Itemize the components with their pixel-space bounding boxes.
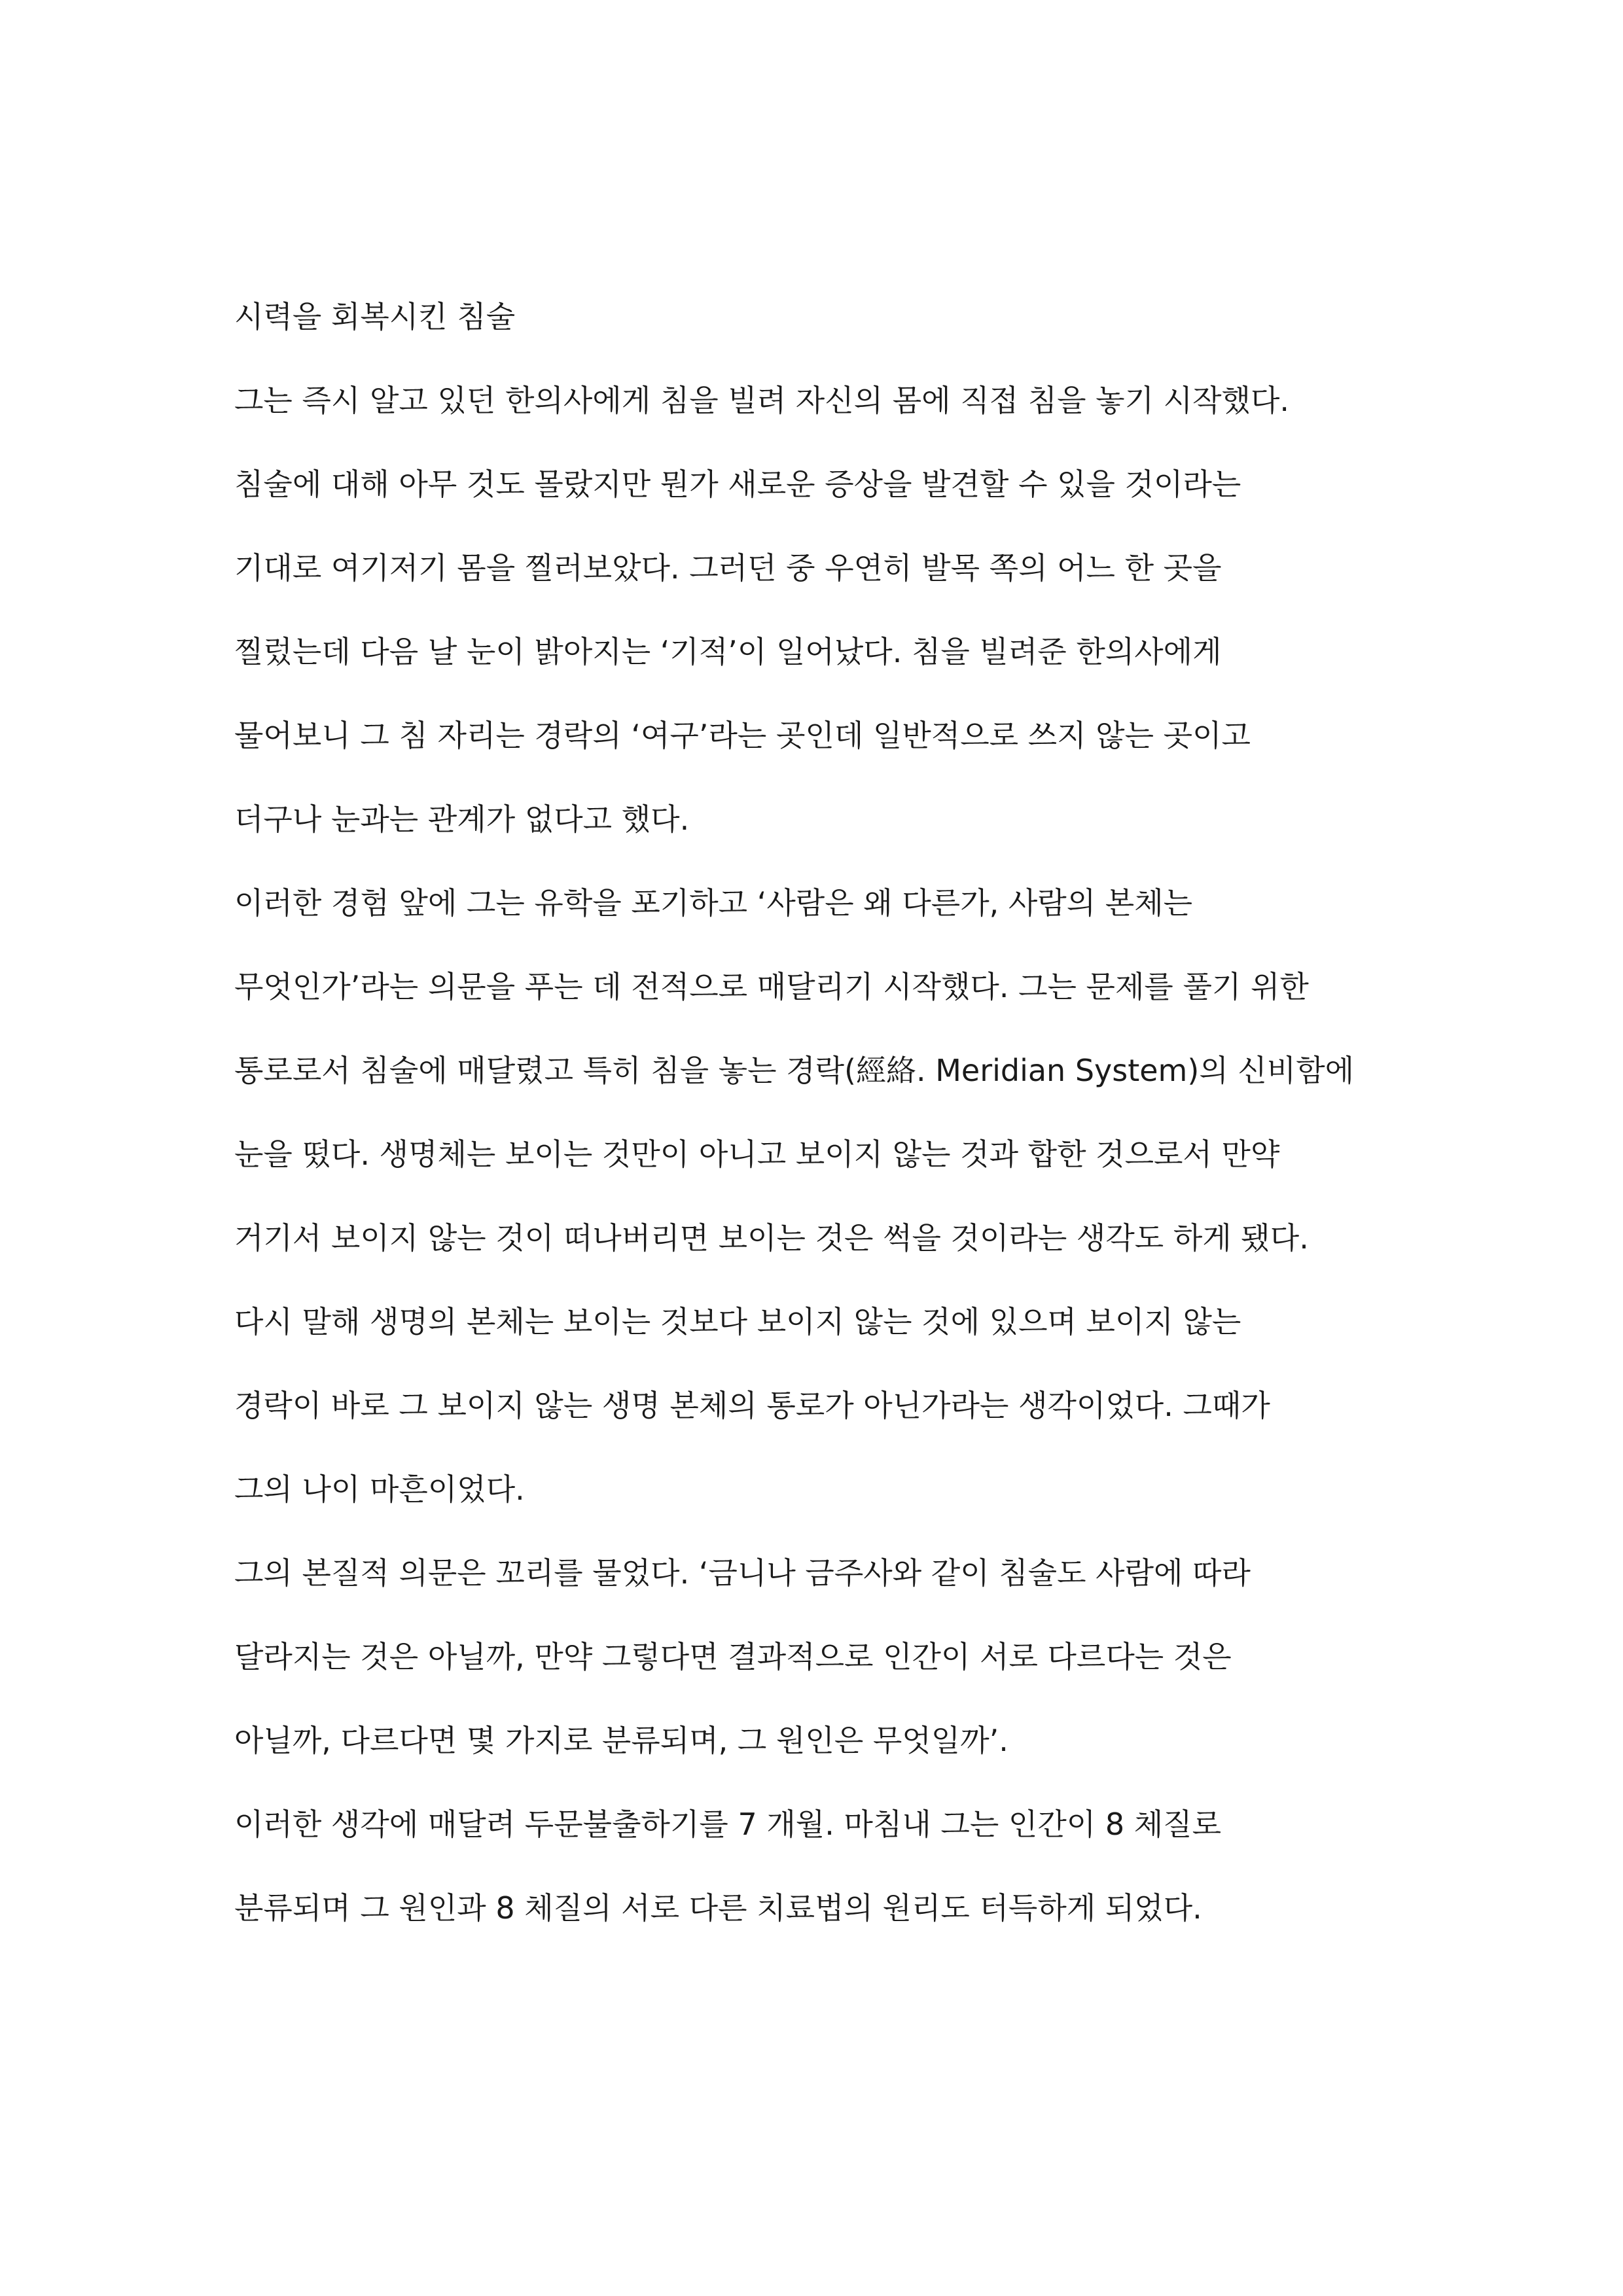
paragraph-line: 이러한 생각에 매달려 두문불출하기를 7 개월. 마침내 그는 인간이 8 체질로: [234, 1807, 1222, 1842]
paragraph-line: 찔렀는데 다음 날 눈이 밝아지는 ‘기적’이 일어났다. 침을 빌려준 한의사에게: [234, 634, 1222, 669]
paragraph-line: 거기서 보이지 않는 것이 떠나버리면 보이는 것은 썩을 것이라는 생각도 하게 됐다.: [234, 1220, 1309, 1256]
document-body: [234, 275, 1412, 1950]
paragraph-line: 다시 말해 생명의 본체는 보이는 것보다 보이지 않는 것에 있으며 보이지 않는: [234, 1304, 1241, 1339]
paragraph-line: 그는 즉시 알고 있던 한의사에게 침을 빌려 자신의 몸에 직접 침을 놓기 시작했다.: [234, 383, 1290, 418]
paragraph-line: 눈을 떴다. 생명체는 보이는 것만이 아니고 보이지 않는 것과 합한 것으로서 만약: [234, 1137, 1280, 1172]
paragraph-line: 무엇인가’라는 의문을 푸는 데 전적으로 매달리기 시작했다. 그는 문제를 풀기 위한: [234, 969, 1309, 1004]
paragraph-line: 달라지는 것은 아닐까, 만약 그렇다면 결과적으로 인간이 서로 다르다는 것은: [234, 1639, 1232, 1674]
paragraph-line: 분류되며 그 원인과 8 체질의 서로 다른 치료법의 원리도 터득하게 되었다.: [234, 1890, 1202, 1926]
paragraph-line: 통로로서 침술에 매달렸고 특히 침을 놓는 경락(經絡. Meridian System)의 신비함에: [234, 1053, 1355, 1088]
paragraph-line: 침술에 대해 아무 것도 몰랐지만 뭔가 새로운 증상을 발견할 수 있을 것이라는: [234, 467, 1241, 502]
document-title: 시력을 회복시킨 침술: [234, 299, 516, 334]
paragraph-line: 경락이 바로 그 보이지 않는 생명 본체의 통로가 아닌가라는 생각이었다. 그때가: [234, 1388, 1270, 1423]
paragraph-line: 그의 본질적 의문은 꼬리를 물었다. ‘금니나 금주사와 같이 침술도 사람에 따라: [234, 1555, 1251, 1591]
paragraph-line: 이러한 경험 앞에 그는 유학을 포기하고 ‘사람은 왜 다른가, 사람의 본체는: [234, 885, 1193, 921]
paragraph-line: 기대로 여기저기 몸을 찔러보았다. 그러던 중 우연히 발목 쪽의 어느 한 곳을: [234, 550, 1222, 586]
paragraph-line: 더구나 눈과는 관계가 없다고 했다.: [234, 802, 690, 837]
paragraph-line: 그의 나이 마흔이었다.: [234, 1472, 525, 1507]
paragraph-line: 아닐까, 다르다면 몇 가지로 분류되며, 그 원인은 무엇일까’.: [234, 1723, 1008, 1758]
paragraph-line: 물어보니 그 침 자리는 경락의 ‘여구’라는 곳인데 일반적으로 쓰지 않는 곳이고: [234, 718, 1251, 753]
